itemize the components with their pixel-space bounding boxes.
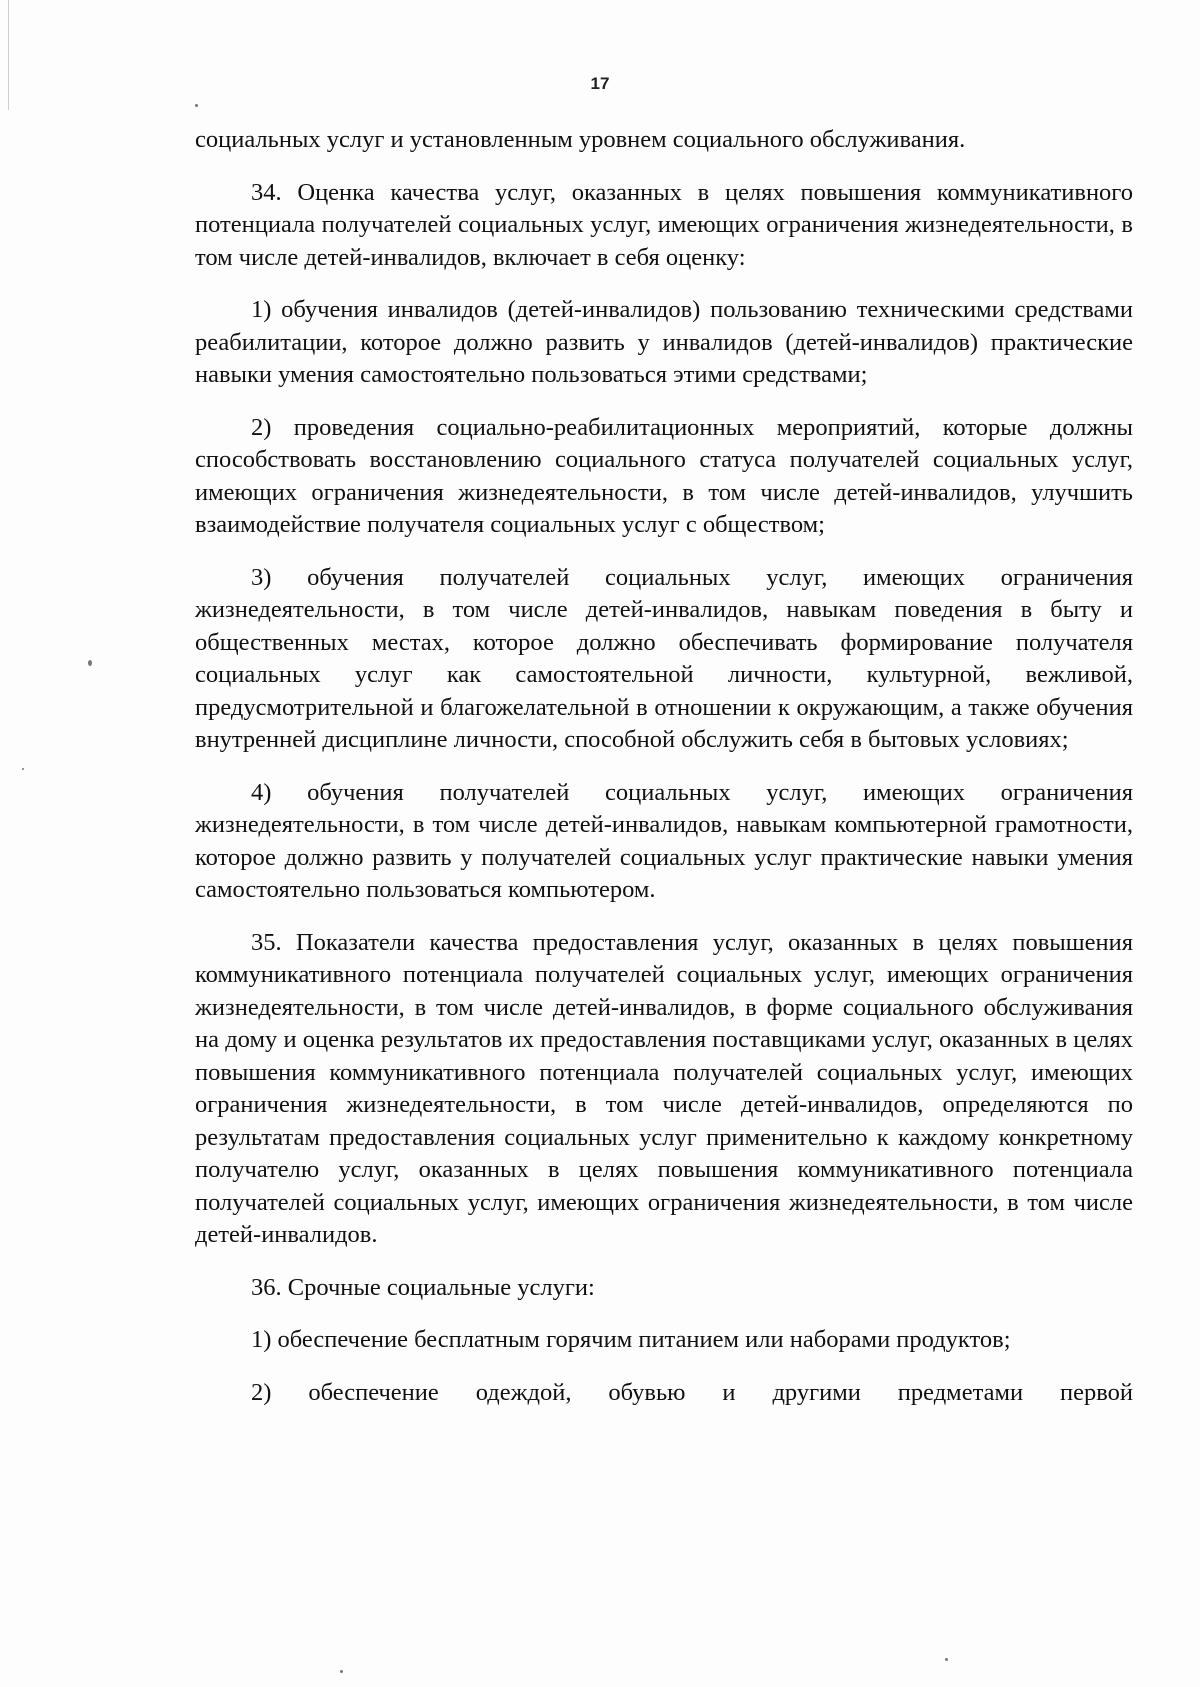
paragraph-34-item-2: 2) проведения социально-реабилитационных мероприятий, которые должны способствовать восстановлению социального статуса получателей социальных услуг, имеющих ограничения жизнедеятельности, в том числе детей-инвалидов, улучшить взаимодействие получателя социальных услуг с обществом; [195, 413, 1133, 538]
page-number: 17 [590, 74, 610, 93]
scan-speck [88, 660, 92, 666]
paragraph-36-item-1: 1) обеспечение бесплатным горячим питанием или наборами продуктов; [251, 1326, 1011, 1353]
paragraph-36: 36. Срочные социальные услуги: [251, 1273, 595, 1301]
paragraph-34: 34. Оценка качества услуг, оказанных в целях повышения коммуникативного потенциала получателей социальных услуг, имеющих ограничения жизнедеятельности, в том числе детей-инвалидов, включает в себя оценку: [195, 178, 1133, 271]
paragraph-35: 35. Показатели качества предоставления услуг, оказанных в целях повышения коммуникативного потенциала получателей социальных услуг, имеющих ограничения жизнедеятельности, в том числе детей-инвалидов, в форме социального обслуживания на дому и оценка результатов их предоставления поставщиками услуг, оказанных в целях повышения коммуникативного потенциала получателей социальных услуг, имеющих ограничения жизнедеятельности, в том числе детей-инвалидов, определяются по результатам предоставления социальных услуг применительно к каждому конкретному получателю услуг, оказанных в целях повышения коммуникативного потенциала получателей социальных услуг, имеющих ограничения жизнедеятельности, в том числе детей-инвалидов. [195, 928, 1133, 1248]
paragraph-34-item-1: 1) обучения инвалидов (детей-инвалидов) пользованию техническими средствами реабилитации, которое должно развить у инвалидов (детей-инвалидов) практические навыки умения самостоятельно пользоваться этими средствами; [195, 296, 1133, 388]
scan-speck [340, 1670, 343, 1673]
paragraph-36-item-2: 2) обеспечение одеждой, обувью и другими предметами первой [251, 1378, 1133, 1406]
scan-speck [195, 104, 198, 107]
document-body [195, 124, 1133, 1429]
paragraph-34-item-3: 3) обучения получателей социальных услуг, имеющих ограничения жизнедеятельности, в том числе детей-инвалидов, навыкам поведения в быту и общественных местах, которое должно обеспечивать формирование получателя социальных услуг как самостоятельной личности, культурной, вежливой, предусмотрительной и благожелательной в отношении к окружающим, а также обучения внутренней дисциплине личности, способной обслужить себя в бытовых условиях; [195, 563, 1133, 753]
scan-speck [22, 768, 24, 770]
paragraph-34-item-4: 4) обучения получателей социальных услуг, имеющих ограничения жизнедеятельности, в том числе детей-инвалидов, навыкам компьютерной грамотности, которое должно развить у получателей социальных услуг практические навыки умения самостоятельно пользоваться компьютером. [195, 778, 1133, 903]
paragraph-continuation: социальных услуг и установленным уровнем социального обслуживания. [195, 126, 966, 153]
scan-speck [945, 1658, 948, 1661]
